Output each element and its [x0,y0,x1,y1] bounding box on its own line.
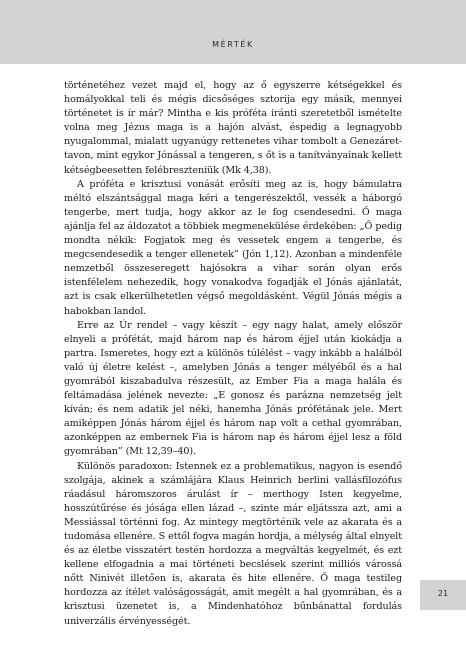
running-header-title: MÉRTÉK [212,40,254,49]
paragraph-3: Erre az Úr rendel – vagy készít – egy nagy halat, amely először elnyeli a prófétát, majd három nap és három éjjel után kiokádja a partra. Ismeretes, hogy ezt a különös túlélést – vagy inkább a halálból való új életre kelést –, amelyben Jónás a tenger mélyéből és a hal gyomrából kiszabadulva részesült, az Ember Fia a maga halála és feltámadása jelének nevezte: „E gonosz és parázna nemzetség jelt kíván; és nem adatik jel néki, hanemha Jónás prófétának jele. Mert amiképpen Jónás három éjjel és három nap volt a cethal gyomrában, azonképpen az embernek Fia is három nap és három éjjel lesz a föld gyomrában” (Mt 12,39–40). [64,319,402,458]
page-number: 21 [437,589,449,598]
body-text [64,79,402,629]
paragraph-1: történetéhez vezet majd el, hogy az ő egyszerre kétségekkel és homályokkal teli és mégis dicsőséges sztorija egy másik, mennyei történetet is ír már? Mintha e kis próféta iránti szeretetből ismételte volna meg Jézus maga is a hajón alvást, éspedig a legnagyobb nyugalommal, mialatt ugyanúgy rettenetes vihar tombolt a Genezáret-tavon, mint egykor Jónással a tengeren, s őt is a tanítványainak kellett kétségbeesetten felébreszteniük (Mk 4,38). [64,80,402,176]
paragraph-2: A próféta e krisztusi vonását erősíti meg az is, hogy bámulatra méltó elszántsággal maga kéri a tengerészektől, vessék a háborgó tengerbe, mert tudja, hogy akkor az le fog csendesedni. Ő maga ajánlja fel az áldozatot a többiek megmenekülése érdekében: „Ő pedig mondta nékik: Fogjatok meg és vessetek engem a tengerbe, és megcsendesedik a tenger ellenetek” (Jón 1,12). Azonban a mindenféle nemzetből összeseregett hajósokra a vihar során olyan erős istenfélelem nehezedik, hogy vonakodva fogadják el Jónás ajánlatát, azt is csak elkerülhetetlen végső megoldásként. Végül Jónás mégis a habokban landol. [64,178,402,317]
running-header [0,0,466,64]
paragraph-4: Különös paradoxon: Istennek ez a problematikus, nagyon is esendő szolgája, akinek a számlájára Klaus Heinrich berlini vallásfilozófus ráadásul háromszoros árulást ír – merthogy Isten kegyelme, hosszútűrése és jósága ellen lázad –, szinte már eljátssza azt, ami a Messiással történni fog. Az mintegy megtörténik vele az akarata és a tudomása ellenére. S ettől fogva magán hordja, a mélység által elnyelt és az életbe visszatért testén hordozza a megváltás kegyelmét, és ezt kellene elfogadnia a mai történeti becslések szerint milliós várossá nőtt Ninivét illetően is, akarata és hite ellenére. Ő maga testileg hordozza az ítélet valóságosságát, amit megélt a hal gyomrában, és a krisztusi üzenetet is, a Mindenhatóhoz bűnbánattal fordulás univerzális érvényességét. [64,460,402,627]
page-number-tab [420,580,466,610]
